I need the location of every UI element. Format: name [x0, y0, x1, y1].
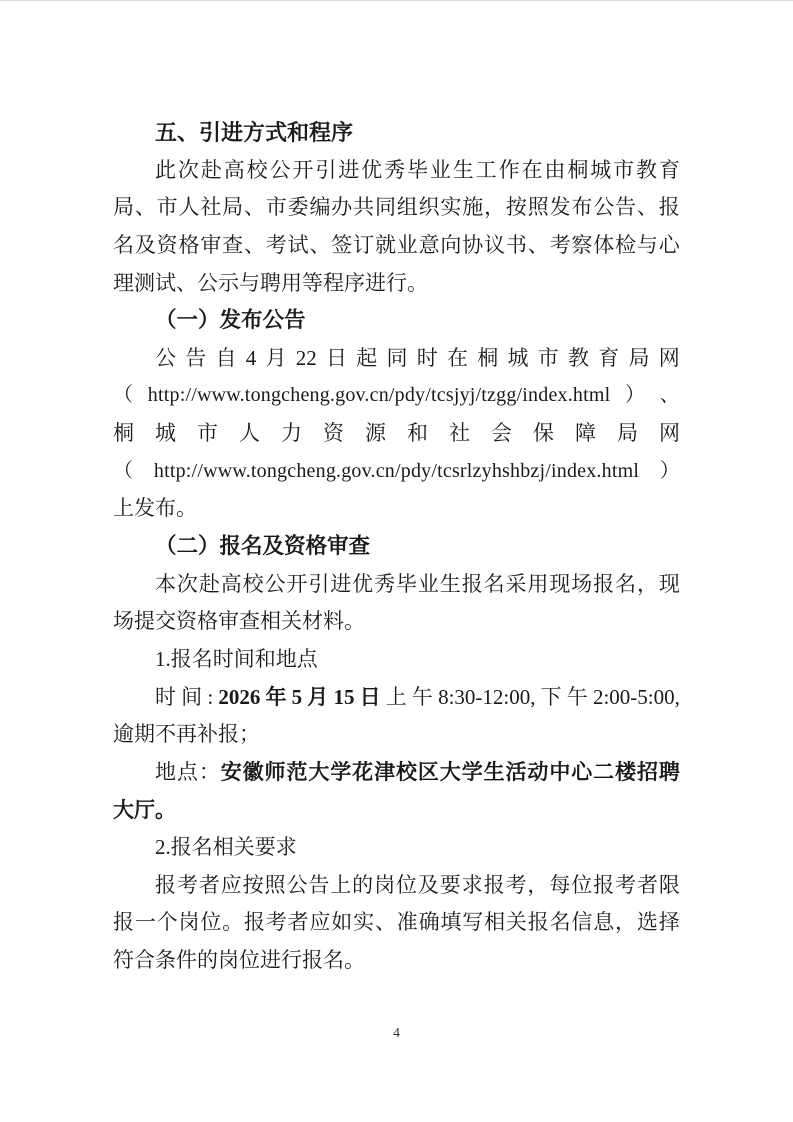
doc-line — [113, 490, 680, 528]
text-run: 2026 — [218, 684, 261, 709]
text-run: 赴 — [200, 157, 222, 182]
text-run: 组 — [396, 195, 418, 220]
text-run: 高 — [220, 571, 242, 596]
text-run: http://www.tongcheng.gov.cn/pdy/tcsrlzyhshbzj/index.html — [153, 459, 640, 482]
text-run: 城 — [590, 157, 612, 182]
text-run: 动 — [527, 759, 549, 784]
text-run: 、 — [309, 232, 331, 257]
text-run: 1.报名时间和地点 — [155, 646, 318, 671]
text-run: ， — [636, 571, 658, 596]
text-run: 同 — [374, 195, 396, 220]
text-run: 校 — [246, 157, 268, 182]
text-run: 发 — [549, 195, 571, 220]
text-run: 向 — [440, 232, 462, 257]
text-run: 要 — [439, 872, 461, 897]
text-run: 选 — [636, 910, 658, 935]
text-run: 委 — [287, 195, 309, 220]
text-run: 现 — [549, 571, 571, 596]
text-run: 保 — [533, 421, 554, 446]
text-run: 岗 — [374, 872, 396, 897]
text-run: 考 — [549, 232, 571, 257]
text-run: 4 — [245, 345, 257, 370]
text-run: 签 — [331, 232, 353, 257]
text-run: 信 — [571, 910, 593, 935]
text-run: 楼 — [615, 759, 637, 784]
text-run: 息 — [593, 910, 615, 935]
text-run: 日 — [359, 684, 381, 709]
text-run: 位 — [395, 872, 417, 897]
text-run: 工 — [475, 157, 497, 182]
text-run: 桐 — [113, 421, 134, 446]
text-run: 五、引进方式和程序 — [155, 120, 354, 145]
text-run: 关 — [505, 910, 527, 935]
text-run: 、 — [636, 195, 658, 220]
text-run: 编 — [309, 195, 331, 220]
text-run: 及 — [417, 872, 439, 897]
doc-line — [113, 641, 680, 679]
text-run: 共 — [353, 195, 375, 220]
text-run: 津 — [374, 759, 396, 784]
text-run: 引 — [308, 571, 330, 596]
text-run: 个 — [156, 910, 178, 935]
text-run: 及 — [134, 232, 156, 257]
text-run: （ — [113, 459, 134, 482]
text-run: 进 — [338, 157, 360, 182]
text-run: 校 — [242, 571, 264, 596]
text-run: 人 — [239, 421, 260, 446]
text-run: 就 — [374, 232, 396, 257]
text-run: 秀 — [374, 571, 396, 596]
text-run: 心 — [571, 759, 593, 784]
text-run: 秀 — [384, 157, 406, 182]
text-run: 8:30-12:00, — [438, 684, 536, 709]
text-run: 的 — [352, 872, 374, 897]
text-run: 市 — [156, 195, 178, 220]
doc-line — [113, 566, 680, 604]
doc-line — [113, 942, 680, 980]
text-run: 城 — [507, 345, 529, 370]
text-run: 报 — [155, 872, 176, 897]
text-run: 业 — [396, 232, 418, 257]
text-run: 城 — [155, 421, 176, 446]
text-run: 报 — [113, 910, 134, 935]
text-run: 公 — [286, 872, 308, 897]
text-run: 与 — [636, 232, 658, 257]
text-run: 由 — [544, 157, 566, 182]
text-run: 引 — [315, 157, 337, 182]
text-run: 5 — [291, 684, 303, 709]
text-run: 赴 — [198, 571, 220, 596]
text-run: 准 — [396, 910, 418, 935]
text-run: 高 — [223, 157, 245, 182]
text-run: 公 — [155, 345, 176, 370]
url-line — [113, 453, 680, 491]
text-run: 安 — [220, 759, 242, 784]
text-run: 考 — [505, 872, 527, 897]
text-run: 桐 — [567, 157, 589, 182]
text-run: 生 — [439, 571, 461, 596]
text-run: 者 — [198, 872, 220, 897]
text-run: 考 — [265, 910, 287, 935]
text-run: 告 — [615, 195, 637, 220]
text-run: 15 — [333, 684, 355, 709]
text-run: 局 — [113, 195, 134, 220]
text-run: 意 — [418, 232, 440, 257]
text-run: http://www.tongcheng.gov.cn/pdy/tcsjyj/tzgg/index.html — [147, 384, 611, 407]
text-run: ） — [659, 459, 680, 482]
text-run: 网 — [659, 421, 680, 446]
doc-line — [113, 904, 680, 942]
text-run: 写 — [462, 910, 484, 935]
text-run: 报 — [461, 571, 483, 596]
text-run: 招 — [636, 759, 658, 784]
text-run: 心 — [658, 232, 680, 257]
text-run: 月 — [307, 684, 329, 709]
text-run: 同 — [386, 345, 408, 370]
text-run: 在 — [447, 345, 468, 370]
text-run: 施 — [462, 195, 484, 220]
text-run: 应 — [309, 910, 331, 935]
text-run: 源 — [365, 421, 386, 446]
text-run: ） — [625, 384, 646, 407]
text-run: 位 — [571, 872, 593, 897]
text-run: 名 — [483, 571, 505, 596]
doc-line — [113, 340, 680, 378]
text-run: 大厅。 — [113, 797, 176, 822]
text-run: 开 — [292, 157, 314, 182]
text-run: 桐 — [477, 345, 499, 370]
text-run: 校 — [395, 759, 417, 784]
text-run: 、 — [374, 910, 396, 935]
text-run: 社 — [200, 195, 222, 220]
text-run: 场提交资格审查相关材料。 — [113, 609, 365, 634]
text-run: 教 — [636, 157, 658, 182]
text-run: 范 — [286, 759, 308, 784]
text-run: ， — [527, 872, 549, 897]
text-run: 体 — [593, 232, 615, 257]
text-run: 时 — [155, 684, 176, 709]
page-number: 4 — [393, 1026, 400, 1041]
text-run: 审 — [200, 232, 222, 257]
text-run: 协 — [462, 232, 484, 257]
doc-line — [113, 265, 680, 303]
text-run: 公 — [264, 571, 286, 596]
text-run: （二）报名及资格审查 — [155, 534, 371, 559]
text-run: 市 — [197, 421, 218, 446]
text-run: 此 — [155, 157, 176, 182]
section-heading — [113, 114, 680, 152]
text-run: 公 — [269, 157, 291, 182]
text-run: 网 — [658, 345, 680, 370]
text-run: 局 — [617, 421, 638, 446]
text-run: 市 — [537, 345, 559, 370]
text-run: 实 — [353, 910, 375, 935]
text-run: ， — [484, 195, 506, 220]
text-run: 场 — [571, 571, 593, 596]
text-run: （一）发布公告 — [155, 308, 306, 333]
text-run: 业 — [429, 157, 451, 182]
text-run: 午 — [566, 684, 588, 709]
text-run: 报 — [593, 571, 615, 596]
text-run: 查 — [222, 232, 244, 257]
text-run: 织 — [418, 195, 440, 220]
text-run: 现 — [658, 571, 680, 596]
text-run: 议 — [484, 232, 506, 257]
text-run: 求 — [461, 872, 483, 897]
text-run: 考 — [615, 872, 637, 897]
text-run: 区 — [417, 759, 439, 784]
text-run: 障 — [575, 421, 596, 446]
text-run: 实 — [440, 195, 462, 220]
text-run: 年 — [265, 684, 287, 709]
text-run: ： — [198, 759, 220, 784]
text-run: : — [207, 684, 214, 709]
text-run: 毕 — [406, 157, 428, 182]
text-run: 育 — [658, 157, 680, 182]
text-run: 中 — [549, 759, 571, 784]
text-run: 资 — [323, 421, 344, 446]
text-run: 上发布。 — [113, 496, 197, 521]
text-run: 格 — [178, 232, 200, 257]
text-run: 优 — [361, 157, 383, 182]
text-run: 照 — [527, 195, 549, 220]
text-run: （ — [113, 384, 134, 407]
text-run: 岗 — [178, 910, 200, 935]
text-run: 相 — [484, 910, 506, 935]
text-run: 点 — [176, 759, 198, 784]
text-run: 应 — [220, 872, 242, 897]
text-run: 徽 — [242, 759, 264, 784]
text-run: 和 — [407, 421, 428, 446]
text-run: 者 — [636, 872, 658, 897]
sub-heading — [113, 302, 680, 340]
text-run: 师 — [264, 759, 286, 784]
text-run: 布 — [571, 195, 593, 220]
text-run: 间 — [181, 684, 203, 709]
doc-line — [113, 152, 680, 190]
text-run: 开 — [286, 571, 308, 596]
text-run: 学 — [461, 759, 483, 784]
text-run: 次 — [176, 571, 198, 596]
text-run: 如 — [331, 910, 353, 935]
text-run: 作 — [498, 157, 520, 182]
text-run: 考 — [265, 232, 287, 257]
text-run: 一 — [134, 910, 156, 935]
text-run: 报 — [527, 910, 549, 935]
text-run: 二 — [593, 759, 615, 784]
text-run: 力 — [281, 421, 302, 446]
text-run: 检 — [615, 232, 637, 257]
text-run: 名 — [615, 571, 637, 596]
text-run: 、 — [134, 195, 156, 220]
text-run: 育 — [598, 345, 620, 370]
text-run: 起 — [356, 345, 378, 370]
text-run: 符合条件的岗位进行报名。 — [113, 948, 365, 973]
text-run: 生 — [452, 157, 474, 182]
text-run: 上 — [385, 684, 407, 709]
text-run: 次 — [177, 157, 199, 182]
doc-line — [113, 227, 680, 265]
text-run: 限 — [658, 872, 680, 897]
text-run: 书 — [505, 232, 527, 257]
text-run: 逾期不再补报； — [113, 722, 260, 747]
text-run: 进 — [330, 571, 352, 596]
text-run: 自 — [215, 345, 237, 370]
page-top-edge — [0, 0, 793, 1]
text-run: 告 — [185, 345, 207, 370]
text-run: 日 — [326, 345, 347, 370]
text-run: 名 — [549, 910, 571, 935]
doc-line — [113, 867, 680, 905]
text-run: 上 — [330, 872, 352, 897]
doc-line — [113, 829, 680, 867]
text-run: 考 — [176, 872, 198, 897]
text-run: 报 — [593, 872, 615, 897]
text-run: 名 — [113, 232, 134, 257]
text-run: 生 — [483, 759, 505, 784]
doc-line — [113, 792, 680, 830]
text-run: 活 — [505, 759, 527, 784]
text-run: 社 — [449, 421, 470, 446]
text-run: 采 — [505, 571, 527, 596]
text-run: 人 — [178, 195, 200, 220]
text-run: 、 — [659, 384, 680, 407]
text-run: 局 — [222, 195, 244, 220]
doc-line — [113, 603, 680, 641]
text-run: 时 — [416, 345, 438, 370]
text-run: 报 — [243, 910, 265, 935]
text-run: 花 — [352, 759, 374, 784]
doc-line — [113, 716, 680, 754]
doc-line — [113, 754, 680, 792]
text-run: 。 — [222, 910, 244, 935]
text-run: 优 — [352, 571, 374, 596]
text-run: 理测试、公示与聘用等程序进行。 — [113, 270, 428, 295]
text-run: 每 — [549, 872, 571, 897]
text-run: 2.报名相关要求 — [155, 835, 297, 860]
text-run: 照 — [264, 872, 286, 897]
text-run: 毕 — [395, 571, 417, 596]
text-run: 按 — [505, 195, 527, 220]
doc-line — [113, 679, 680, 717]
text-run: 察 — [571, 232, 593, 257]
url-line — [113, 377, 680, 415]
text-run: ， — [615, 910, 637, 935]
text-run: 按 — [242, 872, 264, 897]
text-run: 确 — [418, 910, 440, 935]
text-run: 在 — [521, 157, 543, 182]
text-run: 月 — [265, 345, 287, 370]
text-run: 下 — [540, 684, 562, 709]
text-run: 地 — [155, 759, 176, 784]
doc-line — [113, 189, 680, 227]
text-run: 教 — [568, 345, 589, 370]
text-run: 2:00-5:00, — [592, 684, 680, 709]
text-run: 22 — [295, 345, 317, 370]
text-run: 告 — [308, 872, 330, 897]
text-run: 报 — [658, 195, 680, 220]
text-run: 订 — [353, 232, 375, 257]
document-body — [113, 114, 680, 980]
text-run: 市 — [265, 195, 287, 220]
sub-heading — [113, 528, 680, 566]
text-run: 大 — [308, 759, 330, 784]
text-run: 会 — [491, 421, 512, 446]
text-run: 试 — [287, 232, 309, 257]
text-run: 局 — [628, 345, 650, 370]
doc-line — [113, 415, 680, 453]
text-run: 大 — [439, 759, 461, 784]
text-run: 市 — [613, 157, 635, 182]
text-run: 位 — [200, 910, 222, 935]
text-run: 本 — [155, 571, 176, 596]
text-run: 午 — [411, 684, 433, 709]
text-run: 用 — [527, 571, 549, 596]
text-run: 办 — [331, 195, 353, 220]
text-run: 报 — [483, 872, 505, 897]
text-run: 者 — [287, 910, 309, 935]
text-run: 资 — [156, 232, 178, 257]
text-run: 填 — [440, 910, 462, 935]
text-run: 、 — [527, 232, 549, 257]
text-run: 学 — [330, 759, 352, 784]
text-run: 聘 — [658, 759, 680, 784]
text-run: 业 — [417, 571, 439, 596]
text-run: 公 — [593, 195, 615, 220]
text-run: 、 — [243, 232, 265, 257]
text-run: 择 — [658, 910, 680, 935]
text-run: 、 — [243, 195, 265, 220]
